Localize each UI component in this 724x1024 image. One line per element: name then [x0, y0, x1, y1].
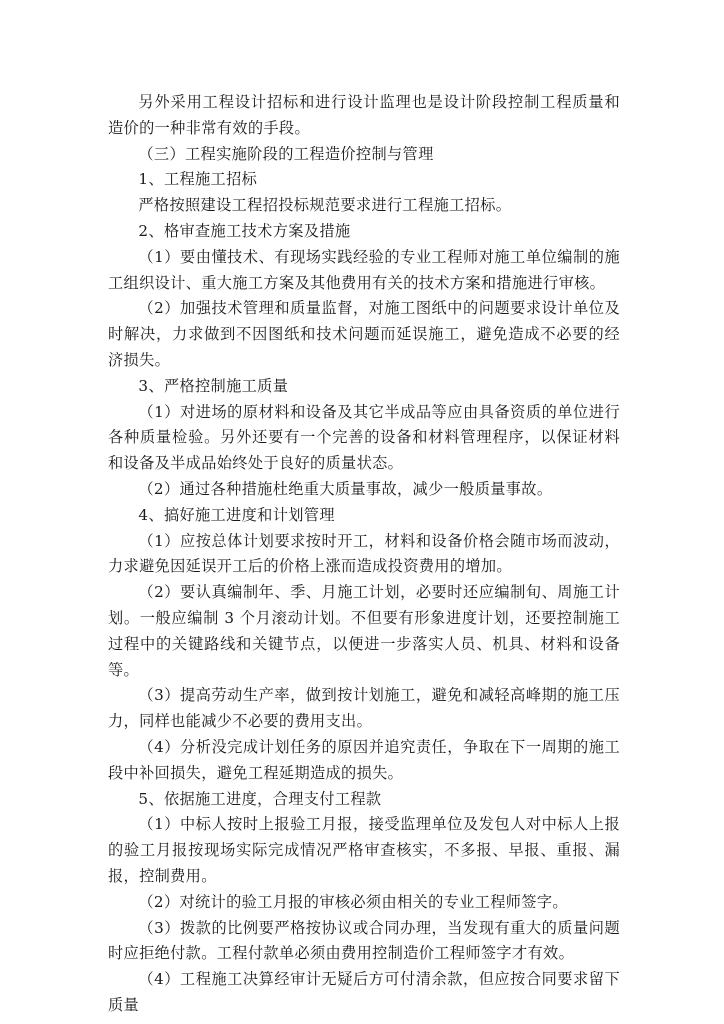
paragraph: （2）加强技术管理和质量监督，对施工图纸中的问题要求设计单位及时解决，力求做到不因图纸和技术问题而延误施工，避免造成不必要的经济损失。 — [108, 299, 620, 369]
subsection-heading: 3、严格控制施工质量 — [138, 376, 289, 395]
paragraph: （3）提高劳动生产率，做到按计划施工，避免和减轻高峰期的施工压力，同样也能减少不必要的费用支出。 — [108, 686, 620, 731]
paragraph: （1）应按总体计划要求按时开工，材料和设备价格会随市场而波动，力求避免因延误开工后的价格上涨而造成投资费用的增加。 — [108, 531, 620, 576]
paragraph: （2）通过各种措施杜绝重大质量事故，减少一般质量事故。 — [138, 479, 553, 498]
subsection-heading: 5、依据施工进度，合理支付工程款 — [138, 789, 382, 808]
paragraph: 另外采用工程设计招标和进行设计监理也是设计阶段控制工程质量和造价的一种非常有效的手段。 — [108, 93, 620, 137]
paragraph: （3）拨款的比例要严格按协议或合同办理，当发现有重大的质量问题时应拒绝付款。工程付款单必须由费用控制造价工程师签字才有效。 — [108, 918, 620, 963]
paragraph: （4）工程施工决算经审计无疑后方可付清余款，但应按合同要求留下质量 — [108, 970, 620, 1014]
paragraph: （1）对进场的原材料和设备及其它半成品等应由具备资质的单位进行各种质量检验。另外还要有一个完善的设备和材料管理程序，以保证材料和设备及半成品始终处于良好的质量状态。 — [108, 402, 620, 473]
section-heading: （三）工程实施阶段的工程造价控制与管理 — [138, 144, 434, 163]
paragraph: （2）要认真编制年、季、月施工计划，必要时还应编制旬、周施工计划。一般应编制 3 个月滚动计划。不但要有形象进度计划，还要控制施工过程中的关键路线和关键节点，以便进一步落实人员、机具、材料和设备等。 — [108, 583, 620, 679]
paragraph: （4）分析没完成计划任务的原因并追究责任，争取在下一周期的施工段中补回损失，避免工程延期造成的损失。 — [108, 737, 620, 782]
subsection-heading: 1、工程施工招标 — [138, 170, 258, 189]
paragraph: （2）对统计的验工月报的审核必须由相关的专业工程师签字。 — [138, 892, 568, 911]
paragraph: 严格按照建设工程招投标规范要求进行工程施工招标。 — [138, 196, 512, 215]
subsection-heading: 2、格审查施工技术方案及措施 — [138, 221, 351, 240]
paragraph: （1）要由懂技术、有现场实践经验的专业工程师对施工单位编制的施工组织设计、重大施工方案及其他费用有关的技术方案和措施进行审核。 — [108, 247, 620, 292]
subsection-heading: 4、搞好施工进度和计划管理 — [138, 505, 335, 524]
paragraph: （1）中标人按时上报验工月报，接受监理单位及发包人对中标人上报的验工月报按现场实际完成情况严格审查核实，不多报、早报、重报、漏报，控制费用。 — [108, 815, 620, 885]
document-page — [108, 90, 620, 1019]
